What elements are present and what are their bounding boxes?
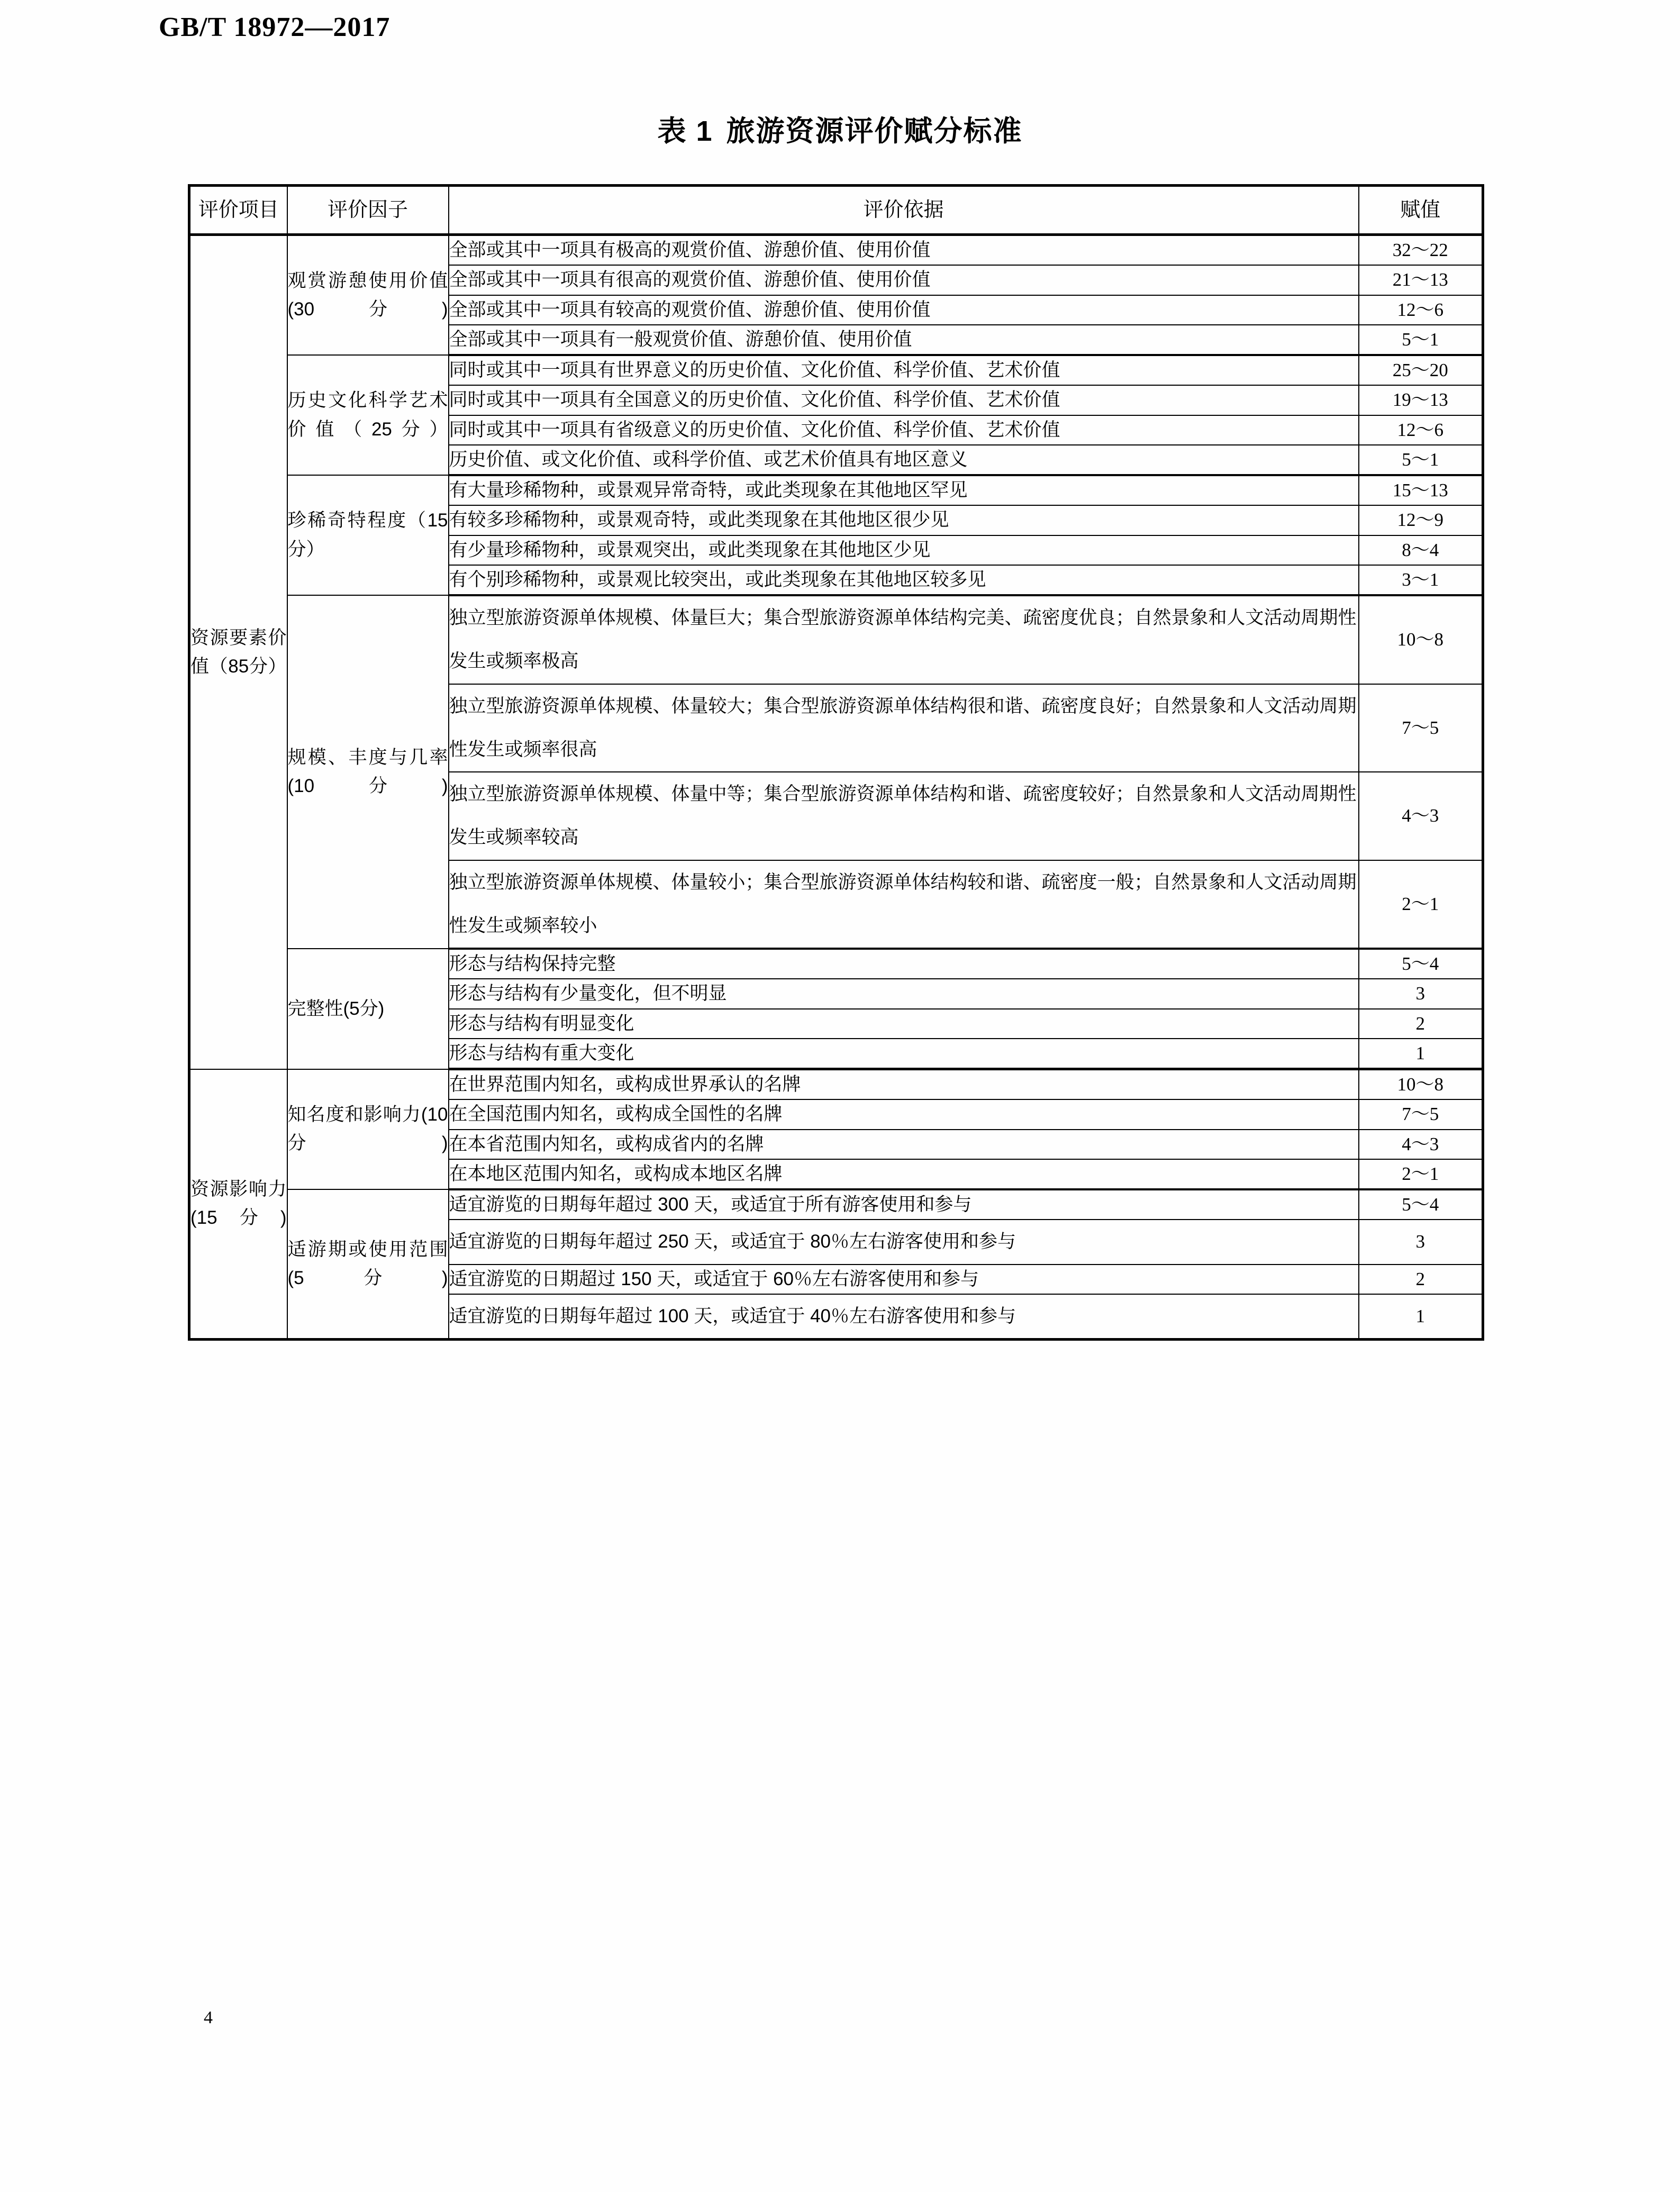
- column-header-factor: 评价因子: [287, 186, 449, 235]
- score-value-cell: 5～4: [1359, 1189, 1483, 1220]
- score-value-cell: 32～22: [1359, 235, 1483, 266]
- table-row: [189, 355, 1483, 385]
- page-number: 4: [204, 2008, 213, 2027]
- evaluation-project-cell: 资源要素价值（85分）: [189, 235, 287, 1069]
- evaluation-basis-cell: 独立型旅游资源单体规模、体量较大；集合型旅游资源单体结构很和谐、疏密度良好；自然景象和人文活动周期性发生或频率很高: [449, 684, 1359, 772]
- evaluation-basis-cell: 历史价值、或文化价值、或科学价值、或艺术价值具有地区意义: [449, 445, 1359, 475]
- table-row: [189, 1069, 1483, 1100]
- score-value-cell: 2: [1359, 1265, 1483, 1294]
- evaluation-basis-cell: 适宜游览的日期超过 150 天，或适宜于 60％左右游客使用和参与: [449, 1265, 1359, 1294]
- evaluation-basis-cell: 有少量珍稀物种，或景观突出，或此类现象在其他地区少见: [449, 535, 1359, 565]
- evaluation-basis-cell: 形态与结构保持完整: [449, 949, 1359, 979]
- column-header-basis: 评价依据: [449, 186, 1359, 235]
- score-value-cell: 21～13: [1359, 265, 1483, 295]
- score-value-cell: 2～1: [1359, 1159, 1483, 1189]
- score-value-cell: 10～8: [1359, 595, 1483, 684]
- table-row: [189, 475, 1483, 505]
- table-row: [189, 1189, 1483, 1220]
- evaluation-basis-cell: 全部或其中一项具有极高的观赏价值、游憩价值、使用价值: [449, 235, 1359, 266]
- table-row: [189, 595, 1483, 684]
- evaluation-basis-cell: 形态与结构有重大变化: [449, 1039, 1359, 1069]
- evaluation-factor-cell: 完整性(5分): [287, 949, 449, 1069]
- evaluation-basis-cell: 同时或其中一项具有世界意义的历史价值、文化价值、科学价值、艺术价值: [449, 355, 1359, 385]
- score-value-cell: 12～6: [1359, 295, 1483, 325]
- evaluation-factor-cell: 历史文化科学艺术价值（25分）: [287, 355, 449, 475]
- evaluation-basis-cell: 在全国范围内知名，或构成全国性的名牌: [449, 1099, 1359, 1129]
- evaluation-factor-cell: 规模、丰度与几率(10分): [287, 595, 449, 949]
- evaluation-factor-cell: 知名度和影响力(10分): [287, 1069, 449, 1190]
- score-value-cell: 19～13: [1359, 385, 1483, 415]
- evaluation-basis-cell: 适宜游览的日期每年超过 300 天，或适宜于所有游客使用和参与: [449, 1189, 1359, 1220]
- table-row: [189, 949, 1483, 979]
- score-value-cell: 5～4: [1359, 949, 1483, 979]
- evaluation-factor-cell: 珍稀奇特程度（15分）: [287, 475, 449, 595]
- evaluation-basis-cell: 同时或其中一项具有全国意义的历史价值、文化价值、科学价值、艺术价值: [449, 385, 1359, 415]
- score-value-cell: 4～3: [1359, 772, 1483, 860]
- evaluation-basis-cell: 同时或其中一项具有省级意义的历史价值、文化价值、科学价值、艺术价值: [449, 415, 1359, 445]
- table-caption-number: 1: [696, 115, 718, 147]
- table-row: [189, 235, 1483, 266]
- table-header-row: [189, 186, 1483, 235]
- evaluation-basis-cell: 在本地区范围内知名，或构成本地区名牌: [449, 1159, 1359, 1189]
- evaluation-basis-cell: 在本省范围内知名，或构成省内的名牌: [449, 1130, 1359, 1159]
- evaluation-basis-cell: 全部或其中一项具有较高的观赏价值、游憩价值、使用价值: [449, 295, 1359, 325]
- score-value-cell: 5～1: [1359, 445, 1483, 475]
- evaluation-factor-cell: 适游期或使用范围(5分): [287, 1189, 449, 1340]
- score-value-cell: 5～1: [1359, 325, 1483, 355]
- evaluation-basis-cell: 独立型旅游资源单体规模、体量中等；集合型旅游资源单体结构和谐、疏密度较好；自然景象和人文活动周期性发生或频率较高: [449, 772, 1359, 860]
- evaluation-basis-cell: 形态与结构有明显变化: [449, 1009, 1359, 1039]
- evaluation-basis-cell: 有个别珍稀物种，或景观比较突出，或此类现象在其他地区较多见: [449, 565, 1359, 595]
- score-value-cell: 3～1: [1359, 565, 1483, 595]
- evaluation-basis-cell: 有大量珍稀物种，或景观异常奇特，或此类现象在其他地区罕见: [449, 475, 1359, 505]
- score-value-cell: 8～4: [1359, 535, 1483, 565]
- score-value-cell: 15～13: [1359, 475, 1483, 505]
- score-value-cell: 7～5: [1359, 1099, 1483, 1129]
- evaluation-basis-cell: 形态与结构有少量变化，但不明显: [449, 979, 1359, 1008]
- score-value-cell: 12～9: [1359, 505, 1483, 535]
- score-value-cell: 2: [1359, 1009, 1483, 1039]
- score-value-cell: 1: [1359, 1294, 1483, 1340]
- evaluation-basis-cell: 独立型旅游资源单体规模、体量较小；集合型旅游资源单体结构较和谐、疏密度一般；自然景象和人文活动周期性发生或频率较小: [449, 860, 1359, 949]
- score-value-cell: 7～5: [1359, 684, 1483, 772]
- evaluation-factor-cell: 观赏游憩使用价值(30分): [287, 235, 449, 356]
- evaluation-basis-cell: 有较多珍稀物种，或景观奇特，或此类现象在其他地区很少见: [449, 505, 1359, 535]
- column-header-item: 评价项目: [189, 186, 287, 235]
- evaluation-basis-cell: 在世界范围内知名，或构成世界承认的名牌: [449, 1069, 1359, 1100]
- scoring-table-wrapper: [188, 184, 1482, 1341]
- score-value-cell: 2～1: [1359, 860, 1483, 949]
- score-value-cell: 3: [1359, 979, 1483, 1008]
- score-value-cell: 25～20: [1359, 355, 1483, 385]
- column-header-score: 赋值: [1359, 186, 1483, 235]
- evaluation-basis-cell: 适宜游览的日期每年超过 100 天，或适宜于 40％左右游客使用和参与: [449, 1294, 1359, 1340]
- score-value-cell: 1: [1359, 1039, 1483, 1069]
- score-value-cell: 4～3: [1359, 1130, 1483, 1159]
- tourism-resource-scoring-table: [188, 184, 1484, 1341]
- evaluation-basis-cell: 独立型旅游资源单体规模、体量巨大；集合型旅游资源单体结构完美、疏密度优良；自然景象和人文活动周期性发生或频率极高: [449, 595, 1359, 684]
- evaluation-project-cell: 资源影响力(15分): [189, 1069, 287, 1340]
- score-value-cell: 3: [1359, 1220, 1483, 1264]
- evaluation-basis-cell: 全部或其中一项具有很高的观赏价值、游憩价值、使用价值: [449, 265, 1359, 295]
- score-value-cell: 10～8: [1359, 1069, 1483, 1100]
- table-caption: [0, 108, 1680, 149]
- score-value-cell: 12～6: [1359, 415, 1483, 445]
- evaluation-basis-cell: 全部或其中一项具有一般观赏价值、游憩价值、使用价值: [449, 325, 1359, 355]
- document-standard-header: GB/T 18972—2017: [159, 12, 391, 42]
- table-caption-prefix: 表: [657, 115, 687, 147]
- table-caption-title: 旅游资源评价赋分标准: [726, 115, 1023, 147]
- evaluation-basis-cell: 适宜游览的日期每年超过 250 天，或适宜于 80％左右游客使用和参与: [449, 1220, 1359, 1264]
